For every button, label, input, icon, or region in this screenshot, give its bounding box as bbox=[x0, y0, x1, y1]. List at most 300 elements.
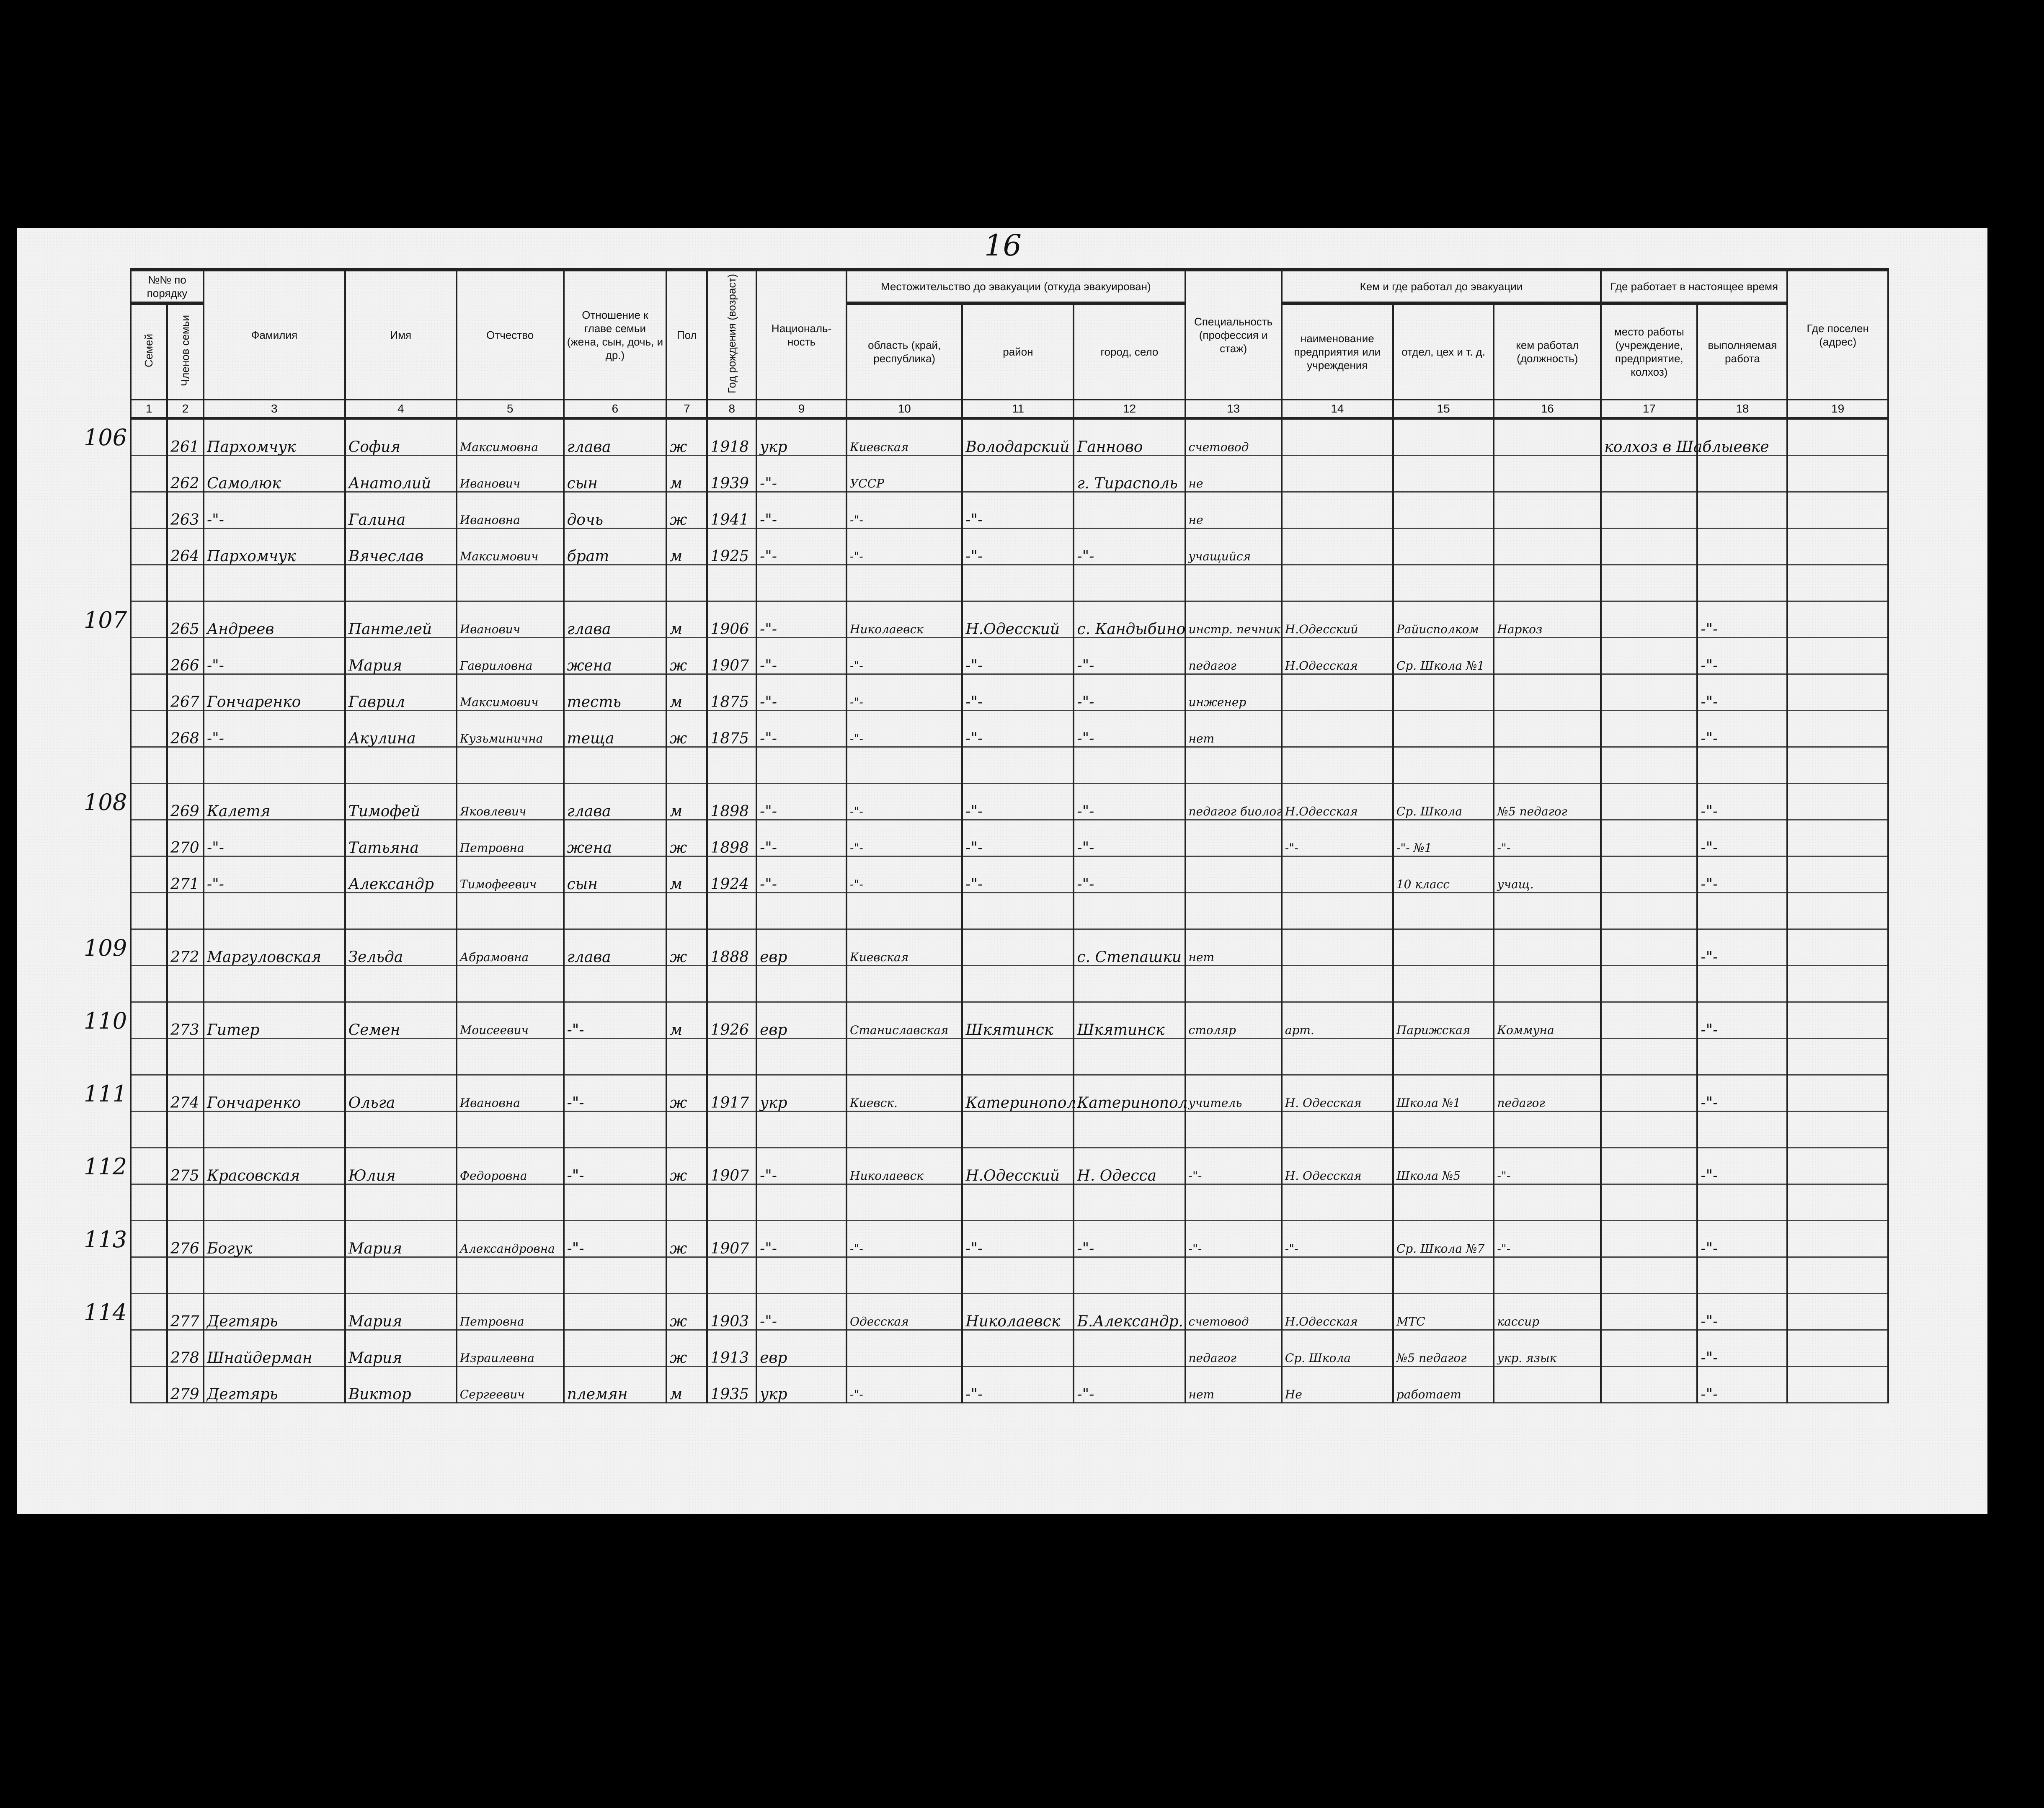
department-cell bbox=[1393, 965, 1494, 1002]
column-number: 19 bbox=[1787, 400, 1888, 418]
settled-address-cell bbox=[1787, 1220, 1888, 1257]
current-workplace-cell bbox=[1601, 1075, 1697, 1111]
member-number-cell: 262 bbox=[167, 455, 204, 492]
current-job-cell: -"- bbox=[1697, 929, 1787, 965]
member-number-cell: 261 bbox=[167, 418, 204, 456]
position-cell: -"- bbox=[1494, 1220, 1601, 1257]
member-number-cell: 266 bbox=[167, 637, 204, 674]
scan-border-top bbox=[0, 0, 2044, 228]
header-prior-work-group: Кем и где работал до эвакуации bbox=[1282, 270, 1601, 303]
current-job-cell: -"- bbox=[1697, 856, 1787, 892]
region-cell: -"- bbox=[847, 1366, 962, 1403]
position-cell bbox=[1494, 1038, 1601, 1075]
settled-address-cell bbox=[1787, 1293, 1888, 1330]
organization-cell: Н.Одесский bbox=[1282, 601, 1393, 637]
district-cell: Катеринопол. bbox=[962, 1075, 1074, 1111]
surname-cell bbox=[204, 565, 345, 601]
nationality-cell bbox=[756, 1038, 847, 1075]
district-cell: -"- bbox=[962, 856, 1074, 892]
settled-address-cell bbox=[1787, 1330, 1888, 1366]
column-number: 2 bbox=[167, 400, 204, 418]
patronymic-cell: Яковлевич bbox=[457, 783, 564, 820]
surname-cell bbox=[204, 965, 345, 1002]
table-row bbox=[131, 1293, 1888, 1330]
family-number-cell bbox=[131, 674, 167, 710]
table-row bbox=[131, 820, 1888, 856]
member-number-cell: 265 bbox=[167, 601, 204, 637]
family-number-margin: 112 bbox=[84, 1153, 127, 1180]
birth-year-cell: 1917 bbox=[707, 1075, 756, 1111]
specialty-cell bbox=[1185, 1038, 1282, 1075]
specialty-cell: счетовод bbox=[1185, 418, 1282, 456]
table-row bbox=[131, 674, 1888, 710]
region-cell: -"- bbox=[847, 528, 962, 565]
department-cell bbox=[1393, 929, 1494, 965]
header-settled-address: Где поселен (адрес) bbox=[1787, 270, 1888, 400]
surname-cell: Гончаренко bbox=[204, 1075, 345, 1111]
table-row bbox=[131, 710, 1888, 747]
organization-cell: Н.Одесская bbox=[1282, 637, 1393, 674]
relation-cell bbox=[564, 1111, 667, 1148]
member-number-cell: 271 bbox=[167, 856, 204, 892]
district-cell: -"- bbox=[962, 710, 1074, 747]
nationality-cell: -"- bbox=[756, 783, 847, 820]
nationality-cell bbox=[756, 747, 847, 783]
organization-cell: Н.Одесская bbox=[1282, 783, 1393, 820]
column-number: 16 bbox=[1494, 400, 1601, 418]
column-number: 7 bbox=[666, 400, 707, 418]
first-name-cell bbox=[345, 565, 457, 601]
column-number: 17 bbox=[1601, 400, 1697, 418]
header-order-numbers: №№ по порядку bbox=[131, 270, 204, 303]
nationality-cell: укр bbox=[756, 418, 847, 456]
birth-year-cell: 1924 bbox=[707, 856, 756, 892]
nationality-cell: -"- bbox=[756, 856, 847, 892]
position-cell bbox=[1494, 565, 1601, 601]
position-cell: укр. язык bbox=[1494, 1330, 1601, 1366]
current-job-cell bbox=[1697, 1038, 1787, 1075]
table-row bbox=[131, 1002, 1888, 1038]
patronymic-cell bbox=[457, 965, 564, 1002]
town-cell: Ганново bbox=[1074, 418, 1185, 456]
specialty-cell bbox=[1185, 856, 1282, 892]
patronymic-cell: Моисеевич bbox=[457, 1002, 564, 1038]
town-cell bbox=[1074, 1038, 1185, 1075]
position-cell: №5 педагог bbox=[1494, 783, 1601, 820]
position-cell bbox=[1494, 892, 1601, 929]
current-job-cell: -"- bbox=[1697, 637, 1787, 674]
current-workplace-cell bbox=[1601, 1148, 1697, 1184]
department-cell: Парижская bbox=[1393, 1002, 1494, 1038]
member-number-cell: 272 bbox=[167, 929, 204, 965]
position-cell bbox=[1494, 528, 1601, 565]
organization-cell: Н.Одесская bbox=[1282, 1293, 1393, 1330]
town-cell: Б.Александр. bbox=[1074, 1293, 1185, 1330]
region-cell: Киевская bbox=[847, 418, 962, 456]
settled-address-cell bbox=[1787, 1366, 1888, 1403]
current-job-cell: -"- bbox=[1697, 783, 1787, 820]
column-number: 18 bbox=[1697, 400, 1787, 418]
department-cell bbox=[1393, 528, 1494, 565]
birth-year-cell: 1926 bbox=[707, 1002, 756, 1038]
nationality-cell: -"- bbox=[756, 710, 847, 747]
current-job-cell: -"- bbox=[1697, 1293, 1787, 1330]
first-name-cell bbox=[345, 1111, 457, 1148]
sex-cell bbox=[666, 892, 707, 929]
header-department: отдел, цех и т. д. bbox=[1393, 303, 1494, 400]
district-cell bbox=[962, 565, 1074, 601]
district-cell bbox=[962, 455, 1074, 492]
current-job-cell bbox=[1697, 965, 1787, 1002]
town-cell: Шкятинск bbox=[1074, 1002, 1185, 1038]
region-cell: Николаевск bbox=[847, 1148, 962, 1184]
nationality-cell: -"- bbox=[756, 455, 847, 492]
member-number-cell: 269 bbox=[167, 783, 204, 820]
member-number-cell: 268 bbox=[167, 710, 204, 747]
birth-year-cell: 1906 bbox=[707, 601, 756, 637]
nationality-cell bbox=[756, 565, 847, 601]
department-cell: МТС bbox=[1393, 1293, 1494, 1330]
birth-year-cell bbox=[707, 1257, 756, 1293]
specialty-cell bbox=[1185, 1184, 1282, 1220]
surname-cell: Гитер bbox=[204, 1002, 345, 1038]
specialty-cell bbox=[1185, 1257, 1282, 1293]
nationality-cell: -"- bbox=[756, 820, 847, 856]
family-number-cell bbox=[131, 418, 167, 456]
table-row bbox=[131, 528, 1888, 565]
current-job-cell: -"- bbox=[1697, 1366, 1787, 1403]
birth-year-cell bbox=[707, 1038, 756, 1075]
family-number-cell bbox=[131, 965, 167, 1002]
table-row bbox=[131, 856, 1888, 892]
district-cell: -"- bbox=[962, 1220, 1074, 1257]
position-cell: педагог bbox=[1494, 1075, 1601, 1111]
sex-cell: ж bbox=[666, 710, 707, 747]
current-job-cell: -"- bbox=[1697, 1148, 1787, 1184]
family-number-margin: 106 bbox=[84, 424, 127, 451]
current-job-cell: -"- bbox=[1697, 820, 1787, 856]
current-job-cell bbox=[1697, 492, 1787, 528]
position-cell: -"- bbox=[1494, 820, 1601, 856]
family-number-margin: 114 bbox=[84, 1299, 127, 1326]
first-name-cell bbox=[345, 1257, 457, 1293]
first-name-cell: Вячеслав bbox=[345, 528, 457, 565]
position-cell bbox=[1494, 637, 1601, 674]
header-name: Имя bbox=[345, 270, 457, 400]
department-cell bbox=[1393, 1111, 1494, 1148]
position-cell bbox=[1494, 674, 1601, 710]
header-current-work-group: Где работает в настоящее время bbox=[1601, 270, 1787, 303]
position-cell: Коммуна bbox=[1494, 1002, 1601, 1038]
family-number-margin: 111 bbox=[84, 1081, 127, 1107]
district-cell: Н.Одесский bbox=[962, 1148, 1074, 1184]
current-job-cell bbox=[1697, 565, 1787, 601]
specialty-cell: педагог биолог bbox=[1185, 783, 1282, 820]
department-cell: Райисполком bbox=[1393, 601, 1494, 637]
region-cell: Киевская bbox=[847, 929, 962, 965]
surname-cell bbox=[204, 1184, 345, 1220]
organization-cell bbox=[1282, 929, 1393, 965]
sex-cell bbox=[666, 565, 707, 601]
specialty-cell bbox=[1185, 747, 1282, 783]
header-residence-group: Местожительство до эвакуации (откуда эвакуирован) bbox=[847, 270, 1185, 303]
patronymic-cell: Абрамовна bbox=[457, 929, 564, 965]
column-number: 15 bbox=[1393, 400, 1494, 418]
specialty-cell: нет bbox=[1185, 929, 1282, 965]
relation-cell bbox=[564, 965, 667, 1002]
current-job-cell: -"- bbox=[1697, 601, 1787, 637]
surname-cell: Самолюк bbox=[204, 455, 345, 492]
first-name-cell bbox=[345, 747, 457, 783]
district-cell bbox=[962, 1184, 1074, 1220]
table-row bbox=[131, 783, 1888, 820]
member-number-cell: 263 bbox=[167, 492, 204, 528]
first-name-cell: Александр bbox=[345, 856, 457, 892]
organization-cell: -"- bbox=[1282, 1220, 1393, 1257]
relation-cell: глава bbox=[564, 783, 667, 820]
member-number-cell: 278 bbox=[167, 1330, 204, 1366]
sex-cell: ж bbox=[666, 820, 707, 856]
family-number-cell bbox=[131, 1257, 167, 1293]
register-page bbox=[17, 228, 1987, 1514]
organization-cell bbox=[1282, 892, 1393, 929]
settled-address-cell bbox=[1787, 965, 1888, 1002]
district-cell: -"- bbox=[962, 1366, 1074, 1403]
current-workplace-cell bbox=[1601, 1038, 1697, 1075]
header-town: город, село bbox=[1074, 303, 1185, 400]
surname-cell: -"- bbox=[204, 637, 345, 674]
relation-cell: глава bbox=[564, 601, 667, 637]
current-job-cell: -"- bbox=[1697, 1075, 1787, 1111]
settled-address-cell bbox=[1787, 1184, 1888, 1220]
first-name-cell: Виктор bbox=[345, 1366, 457, 1403]
town-cell: с. Степашки bbox=[1074, 929, 1185, 965]
region-cell bbox=[847, 1111, 962, 1148]
settled-address-cell bbox=[1787, 528, 1888, 565]
column-number: 13 bbox=[1185, 400, 1282, 418]
specialty-cell: -"- bbox=[1185, 1220, 1282, 1257]
birth-year-cell: 1907 bbox=[707, 1148, 756, 1184]
member-number-cell bbox=[167, 1257, 204, 1293]
first-name-cell bbox=[345, 965, 457, 1002]
family-number-margin: 108 bbox=[84, 789, 127, 815]
district-cell bbox=[962, 1330, 1074, 1366]
position-cell bbox=[1494, 455, 1601, 492]
table-row bbox=[131, 1148, 1888, 1184]
region-cell bbox=[847, 565, 962, 601]
region-cell: -"- bbox=[847, 710, 962, 747]
specialty-cell: учащийся bbox=[1185, 528, 1282, 565]
position-cell bbox=[1494, 1366, 1601, 1403]
region-cell: УССР bbox=[847, 455, 962, 492]
first-name-cell: Мария bbox=[345, 637, 457, 674]
settled-address-cell bbox=[1787, 747, 1888, 783]
member-number-cell: 270 bbox=[167, 820, 204, 856]
current-workplace-cell bbox=[1601, 601, 1697, 637]
current-workplace-cell bbox=[1601, 1184, 1697, 1220]
nationality-cell: евр bbox=[756, 1002, 847, 1038]
position-cell: кассир bbox=[1494, 1293, 1601, 1330]
nationality-cell: -"- bbox=[756, 1293, 847, 1330]
town-cell bbox=[1074, 892, 1185, 929]
department-cell bbox=[1393, 455, 1494, 492]
region-cell bbox=[847, 747, 962, 783]
town-cell bbox=[1074, 565, 1185, 601]
region-cell bbox=[847, 892, 962, 929]
patronymic-cell: Иванович bbox=[457, 455, 564, 492]
town-cell: -"- bbox=[1074, 820, 1185, 856]
settled-address-cell bbox=[1787, 418, 1888, 456]
header-families: Семей bbox=[131, 303, 167, 400]
town-cell: г. Тирасполь bbox=[1074, 455, 1185, 492]
specialty-cell: инстр. печник bbox=[1185, 601, 1282, 637]
town-cell bbox=[1074, 1330, 1185, 1366]
surname-cell bbox=[204, 1257, 345, 1293]
organization-cell bbox=[1282, 492, 1393, 528]
relation-cell: тесть bbox=[564, 674, 667, 710]
current-job-cell bbox=[1697, 747, 1787, 783]
header-district: район bbox=[962, 303, 1074, 400]
settled-address-cell bbox=[1787, 492, 1888, 528]
relation-cell bbox=[564, 892, 667, 929]
department-cell: №5 педагог bbox=[1393, 1330, 1494, 1366]
settled-address-cell bbox=[1787, 856, 1888, 892]
current-job-cell bbox=[1697, 1111, 1787, 1148]
relation-cell: теща bbox=[564, 710, 667, 747]
nationality-cell: -"- bbox=[756, 492, 847, 528]
position-cell bbox=[1494, 1184, 1601, 1220]
district-cell: -"- bbox=[962, 492, 1074, 528]
settled-address-cell bbox=[1787, 1111, 1888, 1148]
organization-cell bbox=[1282, 455, 1393, 492]
surname-cell bbox=[204, 1111, 345, 1148]
surname-cell: -"- bbox=[204, 856, 345, 892]
sex-cell: ж bbox=[666, 637, 707, 674]
department-cell: работает bbox=[1393, 1366, 1494, 1403]
birth-year-cell: 1898 bbox=[707, 820, 756, 856]
surname-cell: Дегтярь bbox=[204, 1366, 345, 1403]
member-number-cell: 279 bbox=[167, 1366, 204, 1403]
patronymic-cell: Александровна bbox=[457, 1220, 564, 1257]
first-name-cell bbox=[345, 892, 457, 929]
surname-cell: Пархомчук bbox=[204, 528, 345, 565]
surname-cell: Богук bbox=[204, 1220, 345, 1257]
region-cell bbox=[847, 965, 962, 1002]
sex-cell: м bbox=[666, 455, 707, 492]
patronymic-cell bbox=[457, 1038, 564, 1075]
position-cell: Наркоз bbox=[1494, 601, 1601, 637]
town-cell bbox=[1074, 492, 1185, 528]
header-sex: Пол bbox=[666, 270, 707, 400]
town-cell bbox=[1074, 1184, 1185, 1220]
family-number-cell bbox=[131, 1293, 167, 1330]
table-row bbox=[131, 637, 1888, 674]
family-number-cell bbox=[131, 1075, 167, 1111]
district-cell: -"- bbox=[962, 783, 1074, 820]
current-job-cell: -"- bbox=[1697, 1002, 1787, 1038]
specialty-cell: педагог bbox=[1185, 637, 1282, 674]
sex-cell: м bbox=[666, 783, 707, 820]
patronymic-cell: Иванович bbox=[457, 601, 564, 637]
sex-cell: ж bbox=[666, 1293, 707, 1330]
nationality-cell: евр bbox=[756, 929, 847, 965]
sex-cell: ж bbox=[666, 492, 707, 528]
specialty-cell: нет bbox=[1185, 1366, 1282, 1403]
nationality-cell bbox=[756, 1184, 847, 1220]
relation-cell bbox=[564, 1330, 667, 1366]
column-number: 11 bbox=[962, 400, 1074, 418]
department-cell: Ср. Школа №7 bbox=[1393, 1220, 1494, 1257]
table-row bbox=[131, 418, 1888, 456]
sex-cell: ж bbox=[666, 1220, 707, 1257]
surname-cell bbox=[204, 747, 345, 783]
settled-address-cell bbox=[1787, 601, 1888, 637]
settled-address-cell bbox=[1787, 820, 1888, 856]
sex-cell: м bbox=[666, 601, 707, 637]
birth-year-cell: 1875 bbox=[707, 710, 756, 747]
patronymic-cell bbox=[457, 747, 564, 783]
organization-cell bbox=[1282, 1111, 1393, 1148]
region-cell: -"- bbox=[847, 492, 962, 528]
header-current-workplace: место работы (учреждение, предприятие, колхоз) bbox=[1601, 303, 1697, 400]
settled-address-cell bbox=[1787, 929, 1888, 965]
organization-cell bbox=[1282, 1257, 1393, 1293]
settled-address-cell bbox=[1787, 637, 1888, 674]
relation-cell: -"- bbox=[564, 1002, 667, 1038]
table-row bbox=[131, 929, 1888, 965]
district-cell: -"- bbox=[962, 637, 1074, 674]
department-cell: -"- №1 bbox=[1393, 820, 1494, 856]
position-cell bbox=[1494, 418, 1601, 456]
member-number-cell bbox=[167, 1038, 204, 1075]
town-cell: -"- bbox=[1074, 1220, 1185, 1257]
region-cell: -"- bbox=[847, 637, 962, 674]
specialty-cell: нет bbox=[1185, 710, 1282, 747]
family-number-cell bbox=[131, 929, 167, 965]
birth-year-cell: 1925 bbox=[707, 528, 756, 565]
patronymic-cell bbox=[457, 1257, 564, 1293]
column-number: 8 bbox=[707, 400, 756, 418]
surname-cell: Шнайдерман bbox=[204, 1330, 345, 1366]
surname-cell: Дегтярь bbox=[204, 1293, 345, 1330]
member-number-cell: 276 bbox=[167, 1220, 204, 1257]
current-workplace-cell bbox=[1601, 1366, 1697, 1403]
organization-cell bbox=[1282, 965, 1393, 1002]
settled-address-cell bbox=[1787, 783, 1888, 820]
specialty-cell bbox=[1185, 1111, 1282, 1148]
settled-address-cell bbox=[1787, 565, 1888, 601]
town-cell: -"- bbox=[1074, 528, 1185, 565]
surname-cell: Гончаренко bbox=[204, 674, 345, 710]
department-cell bbox=[1393, 1038, 1494, 1075]
organization-cell bbox=[1282, 528, 1393, 565]
table-row bbox=[131, 492, 1888, 528]
relation-cell bbox=[564, 1184, 667, 1220]
region-cell: -"- bbox=[847, 783, 962, 820]
current-workplace-cell bbox=[1601, 747, 1697, 783]
patronymic-cell: Израилевна bbox=[457, 1330, 564, 1366]
first-name-cell: София bbox=[345, 418, 457, 456]
relation-cell bbox=[564, 1257, 667, 1293]
current-workplace-cell bbox=[1601, 710, 1697, 747]
birth-year-cell: 1907 bbox=[707, 637, 756, 674]
table-row bbox=[131, 965, 1888, 1002]
birth-year-cell bbox=[707, 1111, 756, 1148]
patronymic-cell: Сергеевич bbox=[457, 1366, 564, 1403]
first-name-cell: Ольга bbox=[345, 1075, 457, 1111]
region-cell: -"- bbox=[847, 856, 962, 892]
family-number-cell bbox=[131, 637, 167, 674]
